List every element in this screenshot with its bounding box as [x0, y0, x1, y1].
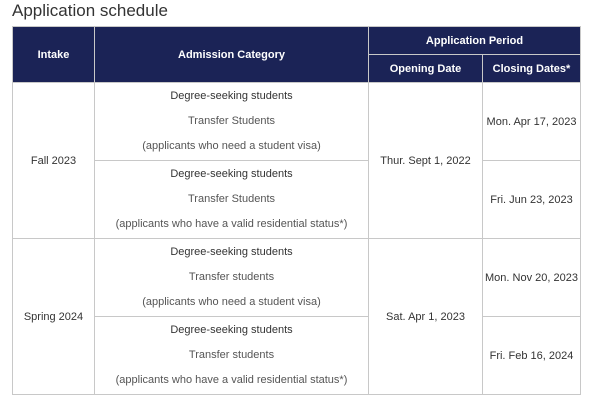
application-period-header: Application Period: [369, 27, 581, 55]
closing-date-cell: Mon. Nov 20, 2023: [483, 239, 581, 317]
opening-date-cell: Sat. Apr 1, 2023: [369, 239, 483, 395]
closing-dates-header: Closing Dates*: [483, 55, 581, 83]
category-line: Degree-seeking students: [170, 168, 293, 180]
opening-date-cell: Thur. Sept 1, 2022: [369, 83, 483, 239]
intake-header: Intake: [13, 27, 95, 83]
closing-date-cell: Mon. Apr 17, 2023: [483, 83, 581, 161]
category-line: Transfer students: [188, 271, 275, 283]
category-cell: [95, 161, 369, 239]
opening-date-header: Opening Date: [369, 55, 483, 83]
category-line: (applicants who have a valid residential status*): [115, 374, 348, 386]
category-line: (applicants who need a student visa): [142, 140, 321, 152]
category-cell: [95, 83, 369, 161]
application-schedule-table: [12, 26, 581, 395]
closing-date-cell: Fri. Feb 16, 2024: [483, 317, 581, 395]
category-line: Transfer students: [188, 349, 275, 361]
category-cell: [95, 239, 369, 317]
category-line: Transfer Students: [187, 115, 276, 127]
category-line: Degree-seeking students: [170, 246, 293, 258]
category-line: Degree-seeking students: [170, 90, 293, 102]
admission-category-header: Admission Category: [95, 27, 369, 83]
category-cell: [95, 317, 369, 395]
category-line: (applicants who need a student visa): [142, 296, 321, 308]
page-title: Application schedule: [12, 1, 168, 20]
table-row: [13, 161, 581, 239]
header-row: [13, 27, 581, 55]
category-line: Degree-seeking students: [170, 324, 293, 336]
closing-date-cell: Fri. Jun 23, 2023: [483, 161, 581, 239]
category-line: Transfer Students: [187, 193, 276, 205]
intake-cell: Spring 2024: [13, 239, 95, 395]
category-line: (applicants who have a valid residential status*): [115, 218, 348, 230]
intake-cell: Fall 2023: [13, 83, 95, 239]
table-row: [13, 317, 581, 395]
table-row: [13, 239, 581, 317]
table-row: [13, 83, 581, 161]
